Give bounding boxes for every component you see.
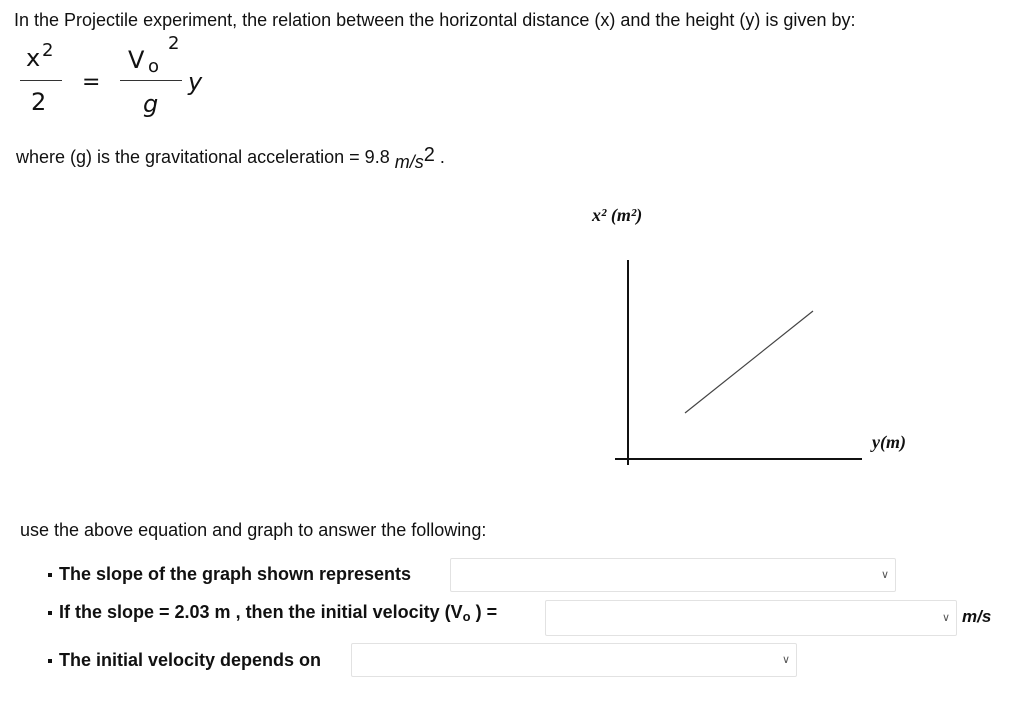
graph-line <box>685 311 813 413</box>
gravity-text: where (g) is the gravitational acceleration = 9.8 <box>16 147 390 167</box>
question-2-label-var: V <box>450 602 463 622</box>
question-2 <box>48 602 497 623</box>
instructions: use the above equation and graph to answer the following: <box>20 520 487 540</box>
eq-equals: = <box>82 70 101 95</box>
eq-rhs-factor: y <box>188 68 203 96</box>
bullet-icon <box>48 573 52 577</box>
eq-lhs-numerator-exp: 2 <box>42 40 54 61</box>
bullet-icon <box>48 659 52 663</box>
chevron-down-icon: ∨ <box>880 568 889 581</box>
bullet-icon <box>48 611 52 615</box>
chevron-down-icon: ∨ <box>941 611 950 624</box>
graph <box>600 250 880 475</box>
eq-rhs-numerator-exp: 2 <box>168 33 180 54</box>
graph-y-axis-label: x² (m²) <box>592 205 643 225</box>
eq-rhs-numerator: V <box>128 46 145 74</box>
gravity-period: . <box>439 147 445 167</box>
question-2-unit: m/s <box>962 607 992 626</box>
gravity-unit: m/s <box>394 152 424 172</box>
eq-lhs-fraction-bar <box>20 80 62 81</box>
eq-lhs-denominator: 2 <box>31 88 47 116</box>
gravity-unit-exp: 2 <box>423 144 435 166</box>
question-1-label: The slope of the graph shown represents <box>59 564 412 584</box>
eq-rhs-numerator-sub: o <box>148 56 160 77</box>
eq-lhs-numerator: x <box>26 44 41 72</box>
question-2-label-prefix: If the slope = 2.03 m , then the initial velocity ( <box>59 602 451 622</box>
eq-rhs-denominator: g <box>143 90 159 118</box>
gravity-definition <box>16 144 445 172</box>
question-1 <box>48 564 411 585</box>
question-2-label-suffix: ) = <box>470 602 498 622</box>
graph-x-axis-label: y(m) <box>872 432 906 452</box>
eq-rhs-fraction-bar <box>120 80 182 81</box>
equation <box>0 0 240 130</box>
question-3 <box>48 650 321 671</box>
question-3-dropdown[interactable] <box>351 643 797 677</box>
intro-text: In the Projectile experiment, the relation between the horizontal distance (x) and the height (y) is given by: <box>14 10 856 30</box>
question-1-dropdown[interactable] <box>450 558 896 592</box>
question-2-dropdown[interactable] <box>545 600 957 636</box>
question-2-label-sub: o <box>462 609 471 624</box>
chevron-down-icon: ∨ <box>781 653 790 666</box>
question-3-label: The initial velocity depends on <box>59 650 322 670</box>
